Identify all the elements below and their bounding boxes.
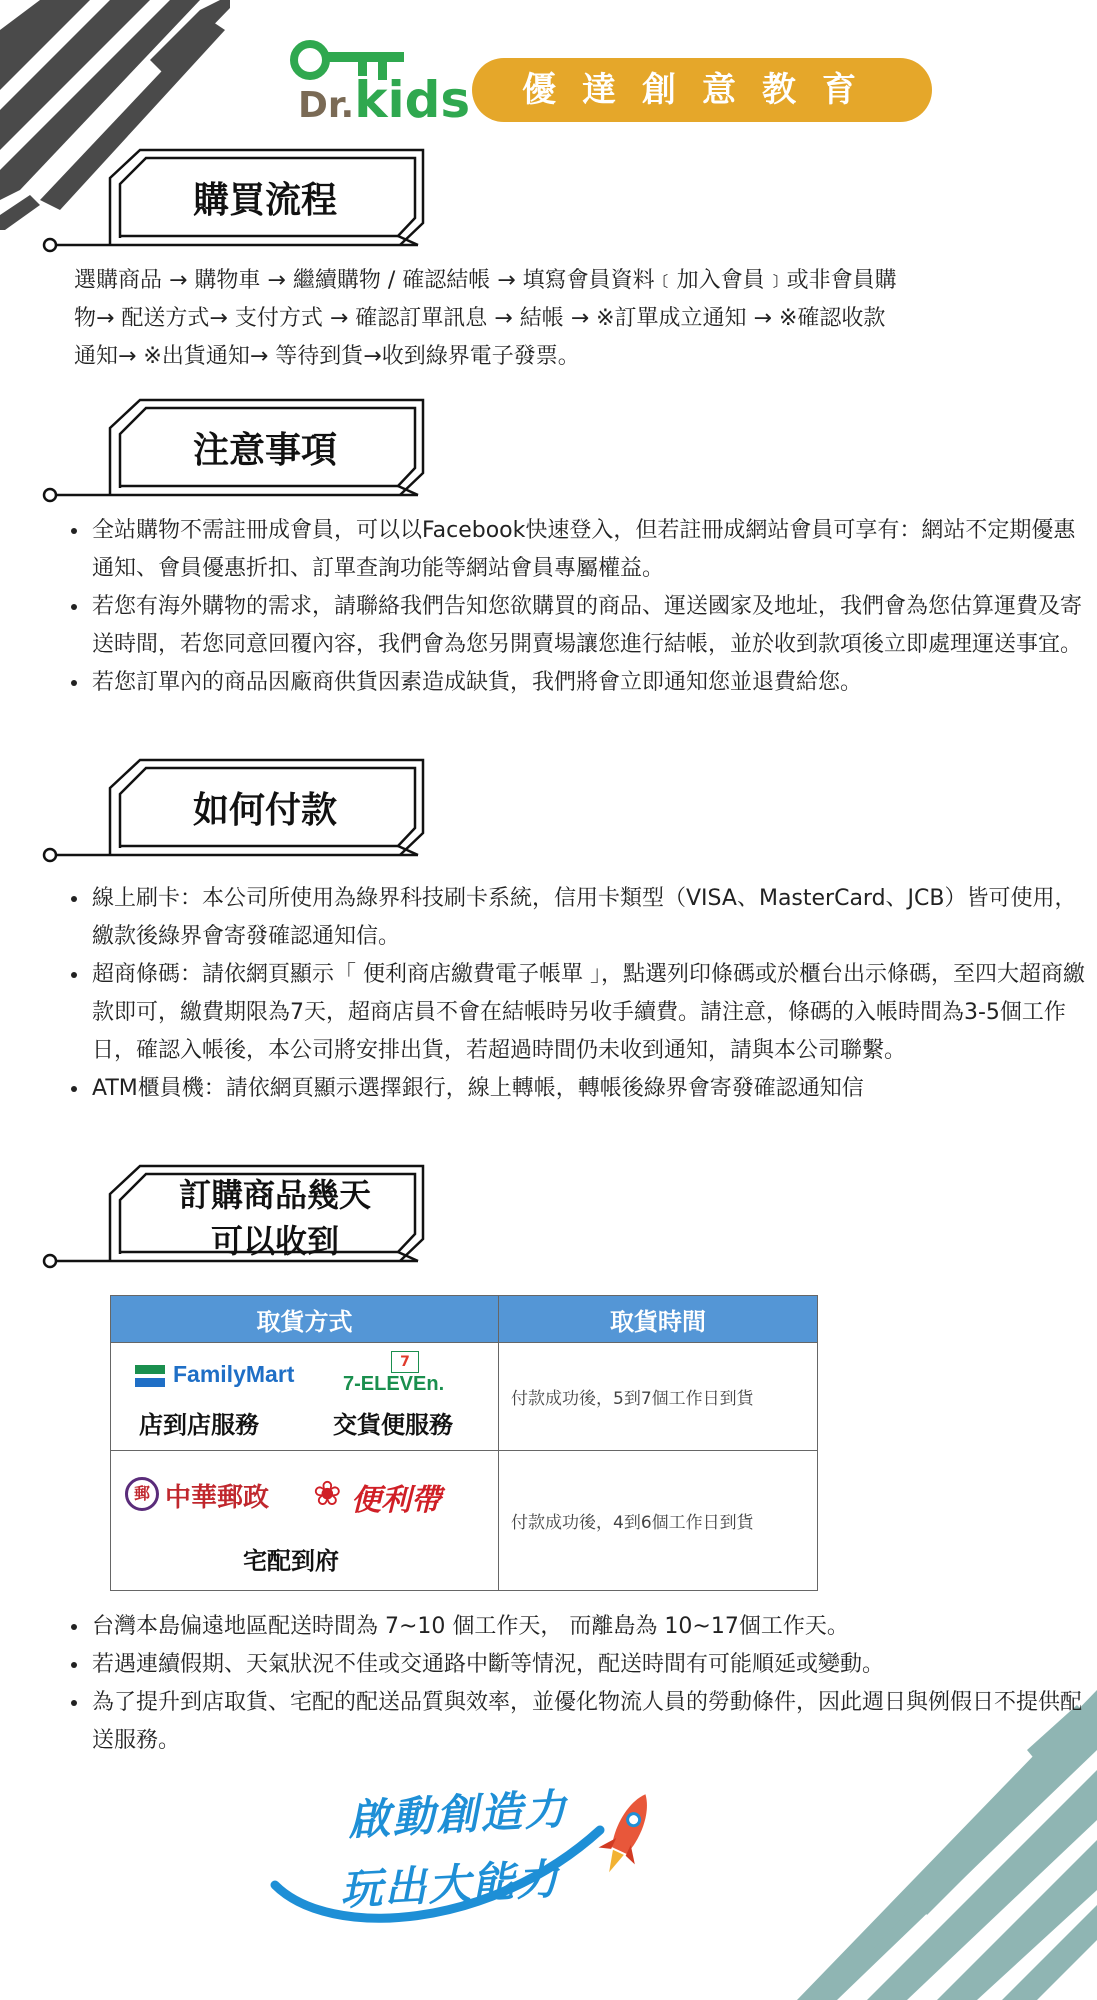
seven-eleven-logo: 7-ELEVEn. xyxy=(343,1373,445,1395)
logo-kids-text: kids xyxy=(354,71,471,129)
chunghwa-post-logo: 中華郵政 xyxy=(165,1483,270,1513)
drkids-logo xyxy=(288,38,471,129)
pickup-service-label: 交貨便服務 xyxy=(333,1411,453,1439)
section-title-delivery xyxy=(150,1172,400,1264)
list-item: • 為了提升到店取貨、宅配的配送品質與效率，並優化物流人員的勞動條件，因此週日與例假日不提供配送服務。 xyxy=(90,1684,1090,1760)
home-delivery-label: 宅配到府 xyxy=(243,1547,339,1575)
table-row xyxy=(111,1343,818,1451)
familymart-stripes-icon xyxy=(135,1365,165,1389)
seven-eleven-icon: 7 xyxy=(391,1351,419,1373)
delivery-title-line: 可以收到 xyxy=(210,1222,339,1260)
purchase-flow-text xyxy=(74,262,1034,376)
purchase-flow-line: 選購商品 → 購物車 → 繼續購物 / 確認結帳 → 填寫會員資料﹝加入會員﹞或非會員購 xyxy=(74,268,897,293)
delivery-time-cell: 付款成功後，4到6個工作日到貨 xyxy=(499,1451,818,1591)
delivery-table xyxy=(110,1295,818,1591)
shipping-method-cell xyxy=(111,1451,499,1591)
delivery-time-cell: 付款成功後，5到7個工作日到貨 xyxy=(499,1343,818,1451)
slogan-line-2: 玩出大能力 xyxy=(338,1854,562,1915)
rocket-icon xyxy=(596,1786,656,1886)
purchase-flow-line: 物→ 配送方式→ 支付方式 → 確認訂單訊息 → 結帳 → ※訂單成立通知 → ※確認收款 xyxy=(74,306,886,331)
delivery-notes-list xyxy=(60,1608,1090,1760)
convenience-delivery-logo: 便利帶 xyxy=(351,1483,441,1518)
list-item: • 線上刷卡：本公司所使用為綠界科技刷卡系統，信用卡類型（VISA、MasterCard、JCB）皆可使用，繳款後綠界會寄發確認通知信。 xyxy=(90,880,1090,956)
purchase-flow-line: 通知→ ※出貨通知→ 等待到貨→收到綠界電子發票。 xyxy=(74,344,580,369)
table-header-cell: 取貨時間 xyxy=(499,1296,818,1343)
list-item: • 若您有海外購物的需求，請聯絡我們告知您欲購買的商品、運送國家及地址，我們會為您估算運費及寄送時間，若您同意回覆內容，我們會為您另開賣場讓您進行結帳，並於收到款項後立即處理運送事宜。 xyxy=(90,588,1090,664)
slogan-line-1: 啟動創造力 xyxy=(346,1784,570,1845)
table-header-cell: 取貨方式 xyxy=(111,1296,499,1343)
notes-list xyxy=(60,512,1090,702)
list-item: • 若您訂單內的商品因廠商供貨因素造成缺貨，我們將會立即通知您並退費給您。 xyxy=(90,664,1090,702)
brand-name-pill: 優達創意教育 xyxy=(472,58,932,122)
section-title-notes: 注意事項 xyxy=(192,430,337,471)
store-to-store-label: 店到店服務 xyxy=(139,1411,259,1439)
section-title-purchase: 購買流程 xyxy=(192,180,337,221)
list-item: • 若遇連續假期、天氣狀況不佳或交通路中斷等情況，配送時間有可能順延或變動。 xyxy=(90,1646,1090,1684)
shipping-method-cell xyxy=(111,1343,499,1451)
familymart-logo: FamilyMart xyxy=(173,1361,295,1387)
delivery-title-line: 訂購商品幾天 xyxy=(178,1176,371,1214)
post-office-icon: 郵 xyxy=(125,1477,159,1511)
table-row xyxy=(111,1451,818,1591)
list-item: • 台灣本島偏遠地區配送時間為 7~10 個工作天， 而離島為 10~17個工作天。 xyxy=(90,1608,1090,1646)
list-item: • 超商條碼：請依網頁顯示「 便利商店繳費電子帳單 」，點選列印條碼或於櫃台出示條碼，至四大超商繳款即可，繳費期限為7天，超商店員不會在結帳時另收手續費。請注意，條碼的入帳時間為3-5個工作日，確認入帳後，本公司將安排出貨，若超過時間仍未收到通知，請與本公司聯繫。 xyxy=(90,956,1090,1070)
section-title-payment: 如何付款 xyxy=(192,790,337,831)
list-item: • 全站購物不需註冊成會員，可以以Facebook快速登入，但若註冊成網站會員可享有：網站不定期優惠通知、會員優惠折扣、訂單查詢功能等網站會員專屬權益。 xyxy=(90,512,1090,588)
logo-dr-text: Dr. xyxy=(298,85,355,126)
list-item: • ATM櫃員機：請依網頁顯示選擇銀行，線上轉帳，轉帳後綠界會寄發確認通知信 xyxy=(90,1070,1090,1108)
payment-list xyxy=(60,880,1090,1108)
slogan-swoosh xyxy=(270,1790,630,1940)
maple-leaf-icon: ❀ xyxy=(313,1474,342,1514)
